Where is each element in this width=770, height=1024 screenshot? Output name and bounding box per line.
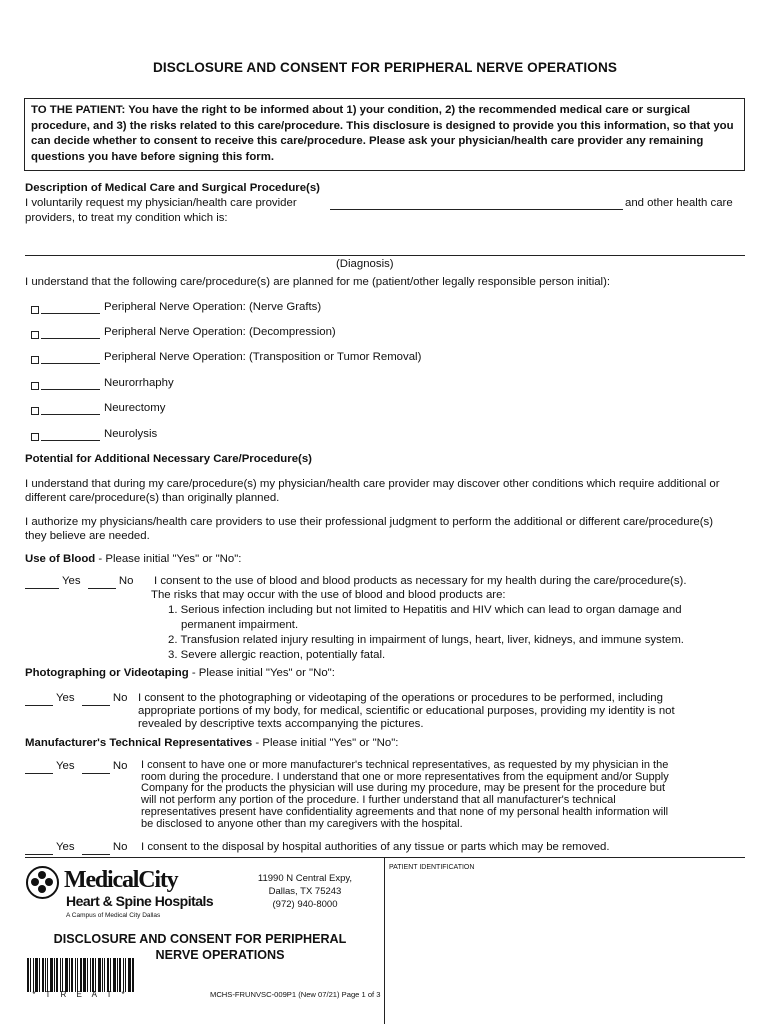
hospital-address	[243, 873, 367, 911]
photo-no-label: No	[112, 692, 128, 704]
blood-risk-1: 1. Serious infection including but not limited to Hepatitis and HIV which can lead to organ damage and	[168, 604, 682, 616]
blood-no-field[interactable]	[88, 578, 116, 589]
procedure-checkbox[interactable]	[31, 433, 39, 441]
procedure-checkbox[interactable]	[31, 382, 39, 390]
procedure-item	[31, 401, 165, 417]
initial-field[interactable]	[41, 353, 100, 364]
logo-subtitle: Heart & Spine Hospitals	[66, 893, 214, 909]
disposal-no-field[interactable]	[82, 844, 110, 855]
logo-campus: A Campus of Medical City Dallas	[66, 912, 161, 919]
blood-heading: Use of Blood	[25, 553, 96, 565]
patient-identification-label: PATIENT IDENTIFICATION	[389, 864, 475, 871]
address-line-2: Dallas, TX 75243	[268, 885, 342, 897]
initial-field[interactable]	[41, 303, 100, 314]
form-code: MCHS-FRUNVSC-009P1 (New 07/21) Page 1 of 3	[210, 990, 381, 999]
request-line-start: I voluntarily request my physician/health care provider	[25, 197, 297, 209]
barcode-text: * T R E A T *	[32, 990, 129, 999]
manufacturer-consent-line: room during the procedure. I understand that one or more representatives from the equipment and/or Supply	[141, 770, 669, 783]
manufacturer-yes-label: Yes	[55, 760, 75, 772]
additional-care-heading: Potential for Additional Necessary Care/Procedure(s)	[25, 453, 312, 465]
blood-yes-no	[25, 575, 133, 589]
photo-yes-field[interactable]	[25, 695, 53, 706]
photo-instruction: - Please initial "Yes" or "No":	[188, 667, 335, 679]
procedure-checkbox[interactable]	[31, 356, 39, 364]
procedure-label: Neurolysis	[104, 428, 158, 441]
disposal-yes-field[interactable]	[25, 844, 53, 855]
manufacturer-yes-field[interactable]	[25, 763, 53, 774]
blood-consent: I consent to the use of blood and blood products as necessary for my health during the care/procedure(s).	[154, 575, 687, 587]
disposal-yes-label: Yes	[55, 841, 75, 853]
initial-field[interactable]	[41, 379, 100, 390]
procedure-checkbox[interactable]	[31, 306, 39, 314]
procedure-label: Neurectomy	[104, 402, 166, 415]
address-phone: (972) 940-8000	[272, 898, 338, 910]
additional-care-para-1: I understand that during my care/procedure(s) my physician/health care provider may discover other conditions which require additional or different care/procedure(s) than originally planned.	[25, 478, 720, 504]
manufacturer-consent-line: I consent to have one or more manufacturer's technical representatives, as requested by my physician in the	[141, 759, 669, 771]
request-line-end: and other health care	[625, 197, 733, 209]
diagnosis-field[interactable]	[25, 244, 745, 256]
blood-instruction: - Please initial "Yes" or "No":	[95, 553, 242, 565]
blood-risk-2: 2. Transfusion related injury resulting in impairment of lungs, heart, liver, kidneys, and immune system.	[168, 634, 684, 646]
document-title: DISCLOSURE AND CONSENT FOR PERIPHERAL NERVE OPERATIONS	[152, 60, 618, 75]
patient-notice-box: TO THE PATIENT: You have the right to be informed about 1) your condition, 2) the recommended medical care or surgical procedure, and 3) the risks related to this care/procedure. This disclosure is designed to provide you this information, so that you can decide whether to consent to receive this care/procedure. Please ask your physician/health care provider any remaining questions you have before signing this form.	[24, 98, 745, 171]
photo-heading: Photographing or Videotaping	[25, 667, 189, 679]
manufacturer-consent-line: will not perform any portion of the procedure. I further understand that all manufacturer's technical	[141, 794, 616, 807]
address-line-1: 11990 N Central Expy,	[257, 873, 353, 884]
blood-yes-label: Yes	[61, 575, 81, 587]
additional-care-para-2: I authorize my physicians/health care providers to use their professional judgment to perform the additional or different care/procedure(s) they believe are needed.	[25, 516, 714, 542]
initial-field[interactable]	[41, 328, 100, 339]
blood-yes-field[interactable]	[25, 578, 59, 589]
diagnosis-label: (Diagnosis)	[336, 258, 394, 270]
blood-no-label: No	[118, 575, 134, 587]
initial-field[interactable]	[41, 430, 100, 441]
photo-heading-row	[25, 667, 335, 681]
blood-risk-3: 3. Severe allergic reaction, potentially fatal.	[168, 649, 386, 661]
footer-divider	[25, 857, 745, 858]
disposal-no-label: No	[112, 841, 128, 853]
photo-consent-2: appropriate portions of my body, for medical, scientific or educational purposes, providing my identity is not	[138, 705, 675, 717]
provider-name-field[interactable]	[330, 198, 623, 210]
procedure-item	[31, 427, 157, 443]
manufacturer-consent	[141, 760, 669, 830]
manufacturer-no-label: No	[112, 760, 128, 772]
procedure-label: Neurorrhaphy	[104, 377, 174, 390]
manufacturer-consent-line: representatives present have confidentiality agreements and that none of my personal health information will	[141, 805, 669, 818]
planned-procedures-text: I understand that the following care/procedure(s) are planned for me (patient/other legally responsible person initial):	[25, 276, 611, 288]
procedure-label: Peripheral Nerve Operation: (Transposition or Tumor Removal)	[104, 351, 422, 364]
photo-no-field[interactable]	[82, 695, 110, 706]
disposal-yes-no	[25, 841, 127, 855]
medical-city-logo-icon	[26, 866, 59, 899]
footer-title-line-1: DISCLOSURE AND CONSENT FOR PERIPHERAL	[53, 932, 347, 946]
blood-risks-intro: The risks that may occur with the use of blood and blood products are:	[151, 589, 506, 601]
barcode-icon	[27, 958, 134, 992]
blood-heading-row	[25, 553, 241, 567]
photo-yes-no	[25, 692, 127, 706]
disposal-consent: I consent to the disposal by hospital authorities of any tissue or parts which may be removed.	[141, 841, 610, 853]
logo-name: MedicalCity	[64, 867, 178, 893]
manufacturer-no-field[interactable]	[82, 763, 110, 774]
procedure-label: Peripheral Nerve Operation: (Nerve Grafts)	[104, 301, 322, 314]
footer-title-line-2: NERVE OPERATIONS	[155, 948, 285, 963]
request-line-2: providers, to treat my condition which is:	[25, 212, 228, 224]
description-heading: Description of Medical Care and Surgical Procedure(s)	[25, 182, 320, 194]
manufacturer-consent-line: Company for the products the physician will use during my procedure, may be present for the procedure but	[141, 782, 665, 795]
manufacturer-instruction: - Please initial "Yes" or "No":	[252, 737, 399, 749]
manufacturer-yes-no	[25, 760, 127, 774]
photo-yes-label: Yes	[55, 692, 75, 704]
procedure-item	[31, 376, 174, 392]
initial-field[interactable]	[41, 404, 100, 415]
procedure-checkbox[interactable]	[31, 407, 39, 415]
manufacturer-heading-row	[25, 737, 398, 751]
procedure-checkbox[interactable]	[31, 331, 39, 339]
procedure-item	[31, 350, 421, 366]
photo-consent-3: revealed by descriptive texts accompanying the pictures.	[138, 718, 424, 730]
procedure-item	[31, 325, 336, 341]
procedure-item	[31, 300, 321, 316]
blood-risk-1-cont: permanent impairment.	[181, 619, 299, 631]
manufacturer-consent-line: be disclosed to anyone other than my caregivers with the hospital.	[141, 817, 463, 830]
photo-consent-1: I consent to the photographing or videotaping of the operations or procedures to be performed, including	[138, 692, 663, 704]
procedure-label: Peripheral Nerve Operation: (Decompression)	[104, 326, 336, 339]
footer-vertical-divider	[384, 858, 385, 1024]
manufacturer-heading: Manufacturer's Technical Representatives	[25, 737, 253, 749]
